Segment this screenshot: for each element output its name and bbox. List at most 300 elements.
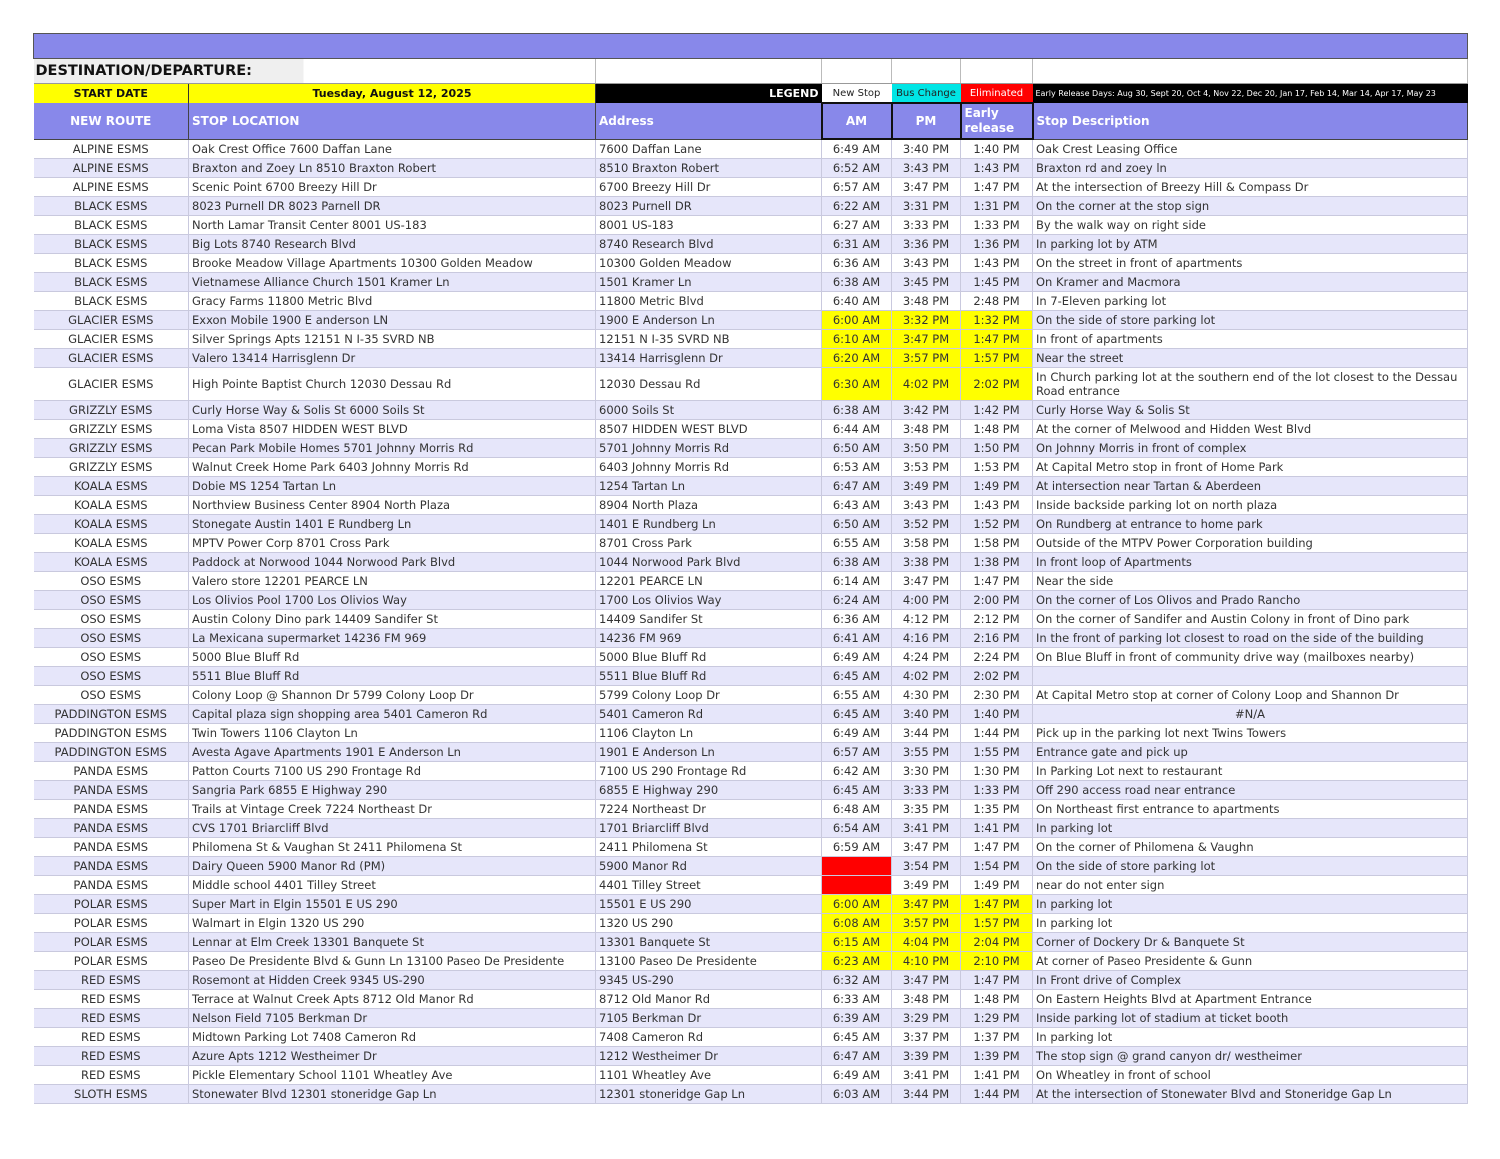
early-release-time-cell[interactable]: 1:48 PM [961,990,1033,1009]
route-cell[interactable]: BLACK ESMS [34,254,189,273]
early-release-time-cell[interactable]: 1:47 PM [961,971,1033,990]
address-cell[interactable]: 1106 Clayton Ln [596,724,822,743]
pm-time-cell[interactable]: 4:00 PM [892,591,961,610]
stop-location-cell[interactable]: Twin Towers 1106 Clayton Ln [189,724,596,743]
stop-description-cell[interactable]: Curly Horse Way & Solis St [1033,401,1468,420]
stop-location-cell[interactable]: 5511 Blue Bluff Rd [189,667,596,686]
early-release-time-cell[interactable]: 1:50 PM [961,439,1033,458]
early-release-time-cell[interactable]: 1:29 PM [961,1009,1033,1028]
stop-description-cell[interactable]: near do not enter sign [1033,876,1468,895]
route-cell[interactable]: GRIZZLY ESMS [34,458,189,477]
route-cell[interactable]: PANDA ESMS [34,762,189,781]
pm-time-cell[interactable]: 3:45 PM [892,273,961,292]
col-header-new-route[interactable]: NEW ROUTE [34,103,189,139]
stop-description-cell[interactable]: Oak Crest Leasing Office [1033,139,1468,159]
address-cell[interactable]: 2411 Philomena St [596,838,822,857]
early-release-time-cell[interactable]: 1:48 PM [961,420,1033,439]
stop-description-cell[interactable]: Pick up in the parking lot next Twins Towers [1033,724,1468,743]
am-time-cell[interactable]: 6:40 AM [822,292,892,311]
pm-time-cell[interactable]: 3:40 PM [892,139,961,159]
stop-location-cell[interactable]: Big Lots 8740 Research Blvd [189,235,596,254]
stop-description-cell[interactable]: Corner of Dockery Dr & Banquete St [1033,933,1468,952]
pm-time-cell[interactable]: 3:30 PM [892,762,961,781]
col-header-stop-description[interactable]: Stop Description [1033,103,1468,139]
stop-location-cell[interactable]: Exxon Mobile 1900 E anderson LN [189,311,596,330]
stop-location-cell[interactable]: Braxton and Zoey Ln 8510 Braxton Robert [189,159,596,178]
pm-time-cell[interactable]: 3:48 PM [892,990,961,1009]
early-release-time-cell[interactable]: 1:30 PM [961,762,1033,781]
am-time-cell[interactable]: 6:38 AM [822,401,892,420]
route-cell[interactable]: PADDINGTON ESMS [34,743,189,762]
address-cell[interactable]: 1901 E Anderson Ln [596,743,822,762]
am-time-cell[interactable]: 6:03 AM [822,1085,892,1104]
pm-time-cell[interactable]: 3:40 PM [892,705,961,724]
stop-location-cell[interactable]: Paddock at Norwood 1044 Norwood Park Blvd [189,553,596,572]
stop-location-cell[interactable]: Walmart in Elgin 1320 US 290 [189,914,596,933]
route-cell[interactable]: OSO ESMS [34,686,189,705]
address-cell[interactable]: 7224 Northeast Dr [596,800,822,819]
pm-time-cell[interactable]: 3:39 PM [892,1047,961,1066]
am-time-cell[interactable]: 6:49 AM [822,139,892,159]
route-cell[interactable]: PANDA ESMS [34,857,189,876]
route-cell[interactable]: BLACK ESMS [34,216,189,235]
am-time-cell[interactable]: 6:38 AM [822,273,892,292]
route-cell[interactable]: OSO ESMS [34,629,189,648]
am-time-cell[interactable]: 6:30 AM [822,368,892,401]
pm-time-cell[interactable]: 4:10 PM [892,952,961,971]
pm-time-cell[interactable]: 3:43 PM [892,254,961,273]
col-header-early-release[interactable]: Early release [961,103,1033,139]
stop-description-cell[interactable]: At intersection near Tartan & Aberdeen [1033,477,1468,496]
address-cell[interactable]: 1254 Tartan Ln [596,477,822,496]
col-header-am[interactable]: AM [822,103,892,139]
am-time-cell[interactable]: 6:39 AM [822,1009,892,1028]
stop-description-cell[interactable]: On Blue Bluff in front of community drive way (mailboxes nearby) [1033,648,1468,667]
pm-time-cell[interactable]: 4:30 PM [892,686,961,705]
stop-description-cell[interactable]: On the corner of Philomena & Vaughn [1033,838,1468,857]
stop-description-cell[interactable]: In parking lot by ATM [1033,235,1468,254]
address-cell[interactable]: 7105 Berkman Dr [596,1009,822,1028]
stop-location-cell[interactable]: Nelson Field 7105 Berkman Dr [189,1009,596,1028]
route-cell[interactable]: PANDA ESMS [34,800,189,819]
am-time-cell[interactable]: 6:45 AM [822,667,892,686]
stop-description-cell[interactable]: On the side of store parking lot [1033,857,1468,876]
early-release-time-cell[interactable]: 1:43 PM [961,254,1033,273]
stop-description-cell[interactable]: In front loop of Apartments [1033,553,1468,572]
early-release-time-cell[interactable]: 2:48 PM [961,292,1033,311]
address-cell[interactable]: 5000 Blue Bluff Rd [596,648,822,667]
pm-time-cell[interactable]: 4:16 PM [892,629,961,648]
early-release-time-cell[interactable]: 1:35 PM [961,800,1033,819]
early-release-time-cell[interactable]: 2:04 PM [961,933,1033,952]
early-release-time-cell[interactable]: 1:53 PM [961,458,1033,477]
stop-description-cell[interactable]: Off 290 access road near entrance [1033,781,1468,800]
pm-time-cell[interactable]: 3:33 PM [892,781,961,800]
address-cell[interactable]: 8001 US-183 [596,216,822,235]
early-release-time-cell[interactable]: 1:33 PM [961,216,1033,235]
empty-cell[interactable] [1033,59,1468,84]
stop-description-cell[interactable]: In 7-Eleven parking lot [1033,292,1468,311]
address-cell[interactable]: 12201 PEARCE LN [596,572,822,591]
pm-time-cell[interactable]: 3:43 PM [892,496,961,515]
am-time-cell[interactable]: 6:47 AM [822,477,892,496]
address-cell[interactable]: 1044 Norwood Park Blvd [596,553,822,572]
am-time-cell[interactable]: 6:31 AM [822,235,892,254]
am-time-cell[interactable]: 6:52 AM [822,159,892,178]
early-release-time-cell[interactable]: 1:45 PM [961,273,1033,292]
early-release-time-cell[interactable]: 1:37 PM [961,1028,1033,1047]
stop-location-cell[interactable]: Capital plaza sign shopping area 5401 Cameron Rd [189,705,596,724]
pm-time-cell[interactable]: 3:49 PM [892,477,961,496]
am-time-cell[interactable]: 6:36 AM [822,254,892,273]
stop-description-cell[interactable]: In Parking Lot next to restaurant [1033,762,1468,781]
route-cell[interactable]: PADDINGTON ESMS [34,705,189,724]
route-cell[interactable]: RED ESMS [34,990,189,1009]
early-release-time-cell[interactable]: 2:02 PM [961,368,1033,401]
route-cell[interactable]: GRIZZLY ESMS [34,401,189,420]
address-cell[interactable]: 1700 Los Olivios Way [596,591,822,610]
stop-description-cell[interactable]: In parking lot [1033,914,1468,933]
address-cell[interactable]: 1701 Briarcliff Blvd [596,819,822,838]
route-cell[interactable]: GLACIER ESMS [34,330,189,349]
stop-location-cell[interactable]: North Lamar Transit Center 8001 US-183 [189,216,596,235]
stop-description-cell[interactable]: At the intersection of Stonewater Blvd and Stoneridge Gap Ln [1033,1085,1468,1104]
route-cell[interactable]: GRIZZLY ESMS [34,439,189,458]
address-cell[interactable]: 1101 Wheatley Ave [596,1066,822,1085]
am-time-cell[interactable]: 6:47 AM [822,1047,892,1066]
address-cell[interactable]: 12151 N I-35 SVRD NB [596,330,822,349]
stop-location-cell[interactable]: Curly Horse Way & Solis St 6000 Soils St [189,401,596,420]
pm-time-cell[interactable]: 3:50 PM [892,439,961,458]
early-release-time-cell[interactable]: 1:47 PM [961,178,1033,197]
col-header-pm[interactable]: PM [892,103,961,139]
stop-description-cell[interactable]: In the front of parking lot closest to road on the side of the building [1033,629,1468,648]
am-time-cell[interactable]: 6:24 AM [822,591,892,610]
early-release-time-cell[interactable]: 1:52 PM [961,515,1033,534]
pm-time-cell[interactable]: 3:57 PM [892,914,961,933]
route-cell[interactable]: BLACK ESMS [34,273,189,292]
stop-description-cell[interactable]: Braxton rd and zoey ln [1033,159,1468,178]
route-cell[interactable]: GLACIER ESMS [34,349,189,368]
pm-time-cell[interactable]: 3:37 PM [892,1028,961,1047]
stop-location-cell[interactable]: 8023 Purnell DR 8023 Parnell DR [189,197,596,216]
early-release-time-cell[interactable]: 1:42 PM [961,401,1033,420]
am-time-cell[interactable]: 6:49 AM [822,1066,892,1085]
am-time-cell[interactable]: 6:14 AM [822,572,892,591]
early-release-time-cell[interactable]: 1:41 PM [961,819,1033,838]
address-cell[interactable]: 14409 Sandifer St [596,610,822,629]
stop-description-cell[interactable]: On Wheatley in front of school [1033,1066,1468,1085]
early-release-time-cell[interactable]: 1:54 PM [961,857,1033,876]
pm-time-cell[interactable]: 3:44 PM [892,1085,961,1104]
route-cell[interactable]: OSO ESMS [34,572,189,591]
address-cell[interactable]: 13301 Banquete St [596,933,822,952]
early-release-time-cell[interactable]: 1:32 PM [961,311,1033,330]
stop-description-cell[interactable]: In Front drive of Complex [1033,971,1468,990]
route-cell[interactable]: KOALA ESMS [34,515,189,534]
am-time-cell[interactable]: 6:32 AM [822,971,892,990]
address-cell[interactable]: 7600 Daffan Lane [596,139,822,159]
stop-description-cell[interactable]: Near the street [1033,349,1468,368]
address-cell[interactable]: 7408 Cameron Rd [596,1028,822,1047]
route-cell[interactable]: PANDA ESMS [34,876,189,895]
am-time-cell[interactable]: 6:59 AM [822,838,892,857]
stop-description-cell[interactable]: By the walk way on right side [1033,216,1468,235]
early-release-time-cell[interactable]: 1:40 PM [961,705,1033,724]
early-release-time-cell[interactable]: 1:57 PM [961,349,1033,368]
am-time-cell[interactable]: 6:22 AM [822,197,892,216]
address-cell[interactable]: 1212 Westheimer Dr [596,1047,822,1066]
early-release-time-cell[interactable]: 2:24 PM [961,648,1033,667]
address-cell[interactable]: 9345 US-290 [596,971,822,990]
stop-location-cell[interactable]: Valero 13414 Harrisglenn Dr [189,349,596,368]
pm-time-cell[interactable]: 3:48 PM [892,292,961,311]
stop-location-cell[interactable]: Lennar at Elm Creek 13301 Banquete St [189,933,596,952]
address-cell[interactable]: 6700 Breezy Hill Dr [596,178,822,197]
stop-location-cell[interactable]: MPTV Power Corp 8701 Cross Park [189,534,596,553]
pm-time-cell[interactable]: 3:49 PM [892,876,961,895]
pm-time-cell[interactable]: 3:41 PM [892,1066,961,1085]
stop-description-cell[interactable]: At Capital Metro stop at corner of Colony Loop and Shannon Dr [1033,686,1468,705]
address-cell[interactable]: 8712 Old Manor Rd [596,990,822,1009]
stop-description-cell[interactable]: On the side of store parking lot [1033,311,1468,330]
early-release-time-cell[interactable]: 1:47 PM [961,838,1033,857]
am-time-cell[interactable]: 6:41 AM [822,629,892,648]
pm-time-cell[interactable]: 4:04 PM [892,933,961,952]
route-cell[interactable]: ALPINE ESMS [34,159,189,178]
address-cell[interactable]: 8510 Braxton Robert [596,159,822,178]
am-time-cell[interactable]: 6:53 AM [822,458,892,477]
stop-description-cell[interactable]: At corner of Paseo Presidente & Gunn [1033,952,1468,971]
pm-time-cell[interactable]: 3:35 PM [892,800,961,819]
am-time-cell[interactable]: 6:57 AM [822,743,892,762]
route-cell[interactable]: OSO ESMS [34,610,189,629]
early-release-time-cell[interactable]: 1:41 PM [961,1066,1033,1085]
address-cell[interactable]: 6000 Soils St [596,401,822,420]
address-cell[interactable]: 12301 stoneridge Gap Ln [596,1085,822,1104]
am-time-cell[interactable]: 6:43 AM [822,496,892,515]
stop-location-cell[interactable]: Colony Loop @ Shannon Dr 5799 Colony Loop Dr [189,686,596,705]
pm-time-cell[interactable]: 3:47 PM [892,838,961,857]
address-cell[interactable]: 14236 FM 969 [596,629,822,648]
stop-description-cell[interactable] [1033,667,1468,686]
address-cell[interactable]: 8904 North Plaza [596,496,822,515]
destination-value-cell[interactable] [596,59,822,84]
early-release-time-cell[interactable]: 1:36 PM [961,235,1033,254]
pm-time-cell[interactable]: 3:57 PM [892,349,961,368]
early-release-time-cell[interactable]: 1:49 PM [961,477,1033,496]
pm-time-cell[interactable]: 3:29 PM [892,1009,961,1028]
am-time-cell[interactable]: 6:00 AM [822,311,892,330]
stop-location-cell[interactable]: Stonewater Blvd 12301 stoneridge Gap Ln [189,1085,596,1104]
address-cell[interactable]: 7100 US 290 Frontage Rd [596,762,822,781]
route-cell[interactable]: KOALA ESMS [34,553,189,572]
stop-location-cell[interactable]: 5000 Blue Bluff Rd [189,648,596,667]
stop-location-cell[interactable]: Stonegate Austin 1401 E Rundberg Ln [189,515,596,534]
address-cell[interactable]: 1501 Kramer Ln [596,273,822,292]
stop-location-cell[interactable]: CVS 1701 Briarcliff Blvd [189,819,596,838]
pm-time-cell[interactable]: 4:24 PM [892,648,961,667]
am-time-cell[interactable]: 6:27 AM [822,216,892,235]
early-release-time-cell[interactable]: 2:02 PM [961,667,1033,686]
stop-location-cell[interactable]: Avesta Agave Apartments 1901 E Anderson Ln [189,743,596,762]
early-release-time-cell[interactable]: 1:57 PM [961,914,1033,933]
address-cell[interactable]: 8507 HIDDEN WEST BLVD [596,420,822,439]
address-cell[interactable]: 4401 Tilley Street [596,876,822,895]
address-cell[interactable]: 13100 Paseo De Presidente [596,952,822,971]
stop-description-cell[interactable]: Near the side [1033,572,1468,591]
route-cell[interactable]: RED ESMS [34,971,189,990]
pm-time-cell[interactable]: 3:58 PM [892,534,961,553]
early-release-time-cell[interactable]: 1:44 PM [961,724,1033,743]
stop-location-cell[interactable]: Middle school 4401 Tilley Street [189,876,596,895]
stop-location-cell[interactable]: La Mexicana supermarket 14236 FM 969 [189,629,596,648]
address-cell[interactable]: 11800 Metric Blvd [596,292,822,311]
address-cell[interactable]: 8740 Research Blvd [596,235,822,254]
stop-description-cell[interactable]: In parking lot [1033,819,1468,838]
stop-location-cell[interactable]: Philomena St & Vaughan St 2411 Philomena St [189,838,596,857]
stop-location-cell[interactable]: Walnut Creek Home Park 6403 Johnny Morris Rd [189,458,596,477]
am-time-cell[interactable]: 6:48 AM [822,800,892,819]
am-time-cell[interactable]: 6:33 AM [822,990,892,1009]
early-release-time-cell[interactable]: 1:55 PM [961,743,1033,762]
route-cell[interactable]: RED ESMS [34,1009,189,1028]
am-time-cell[interactable]: 6:00 AM [822,895,892,914]
route-cell[interactable]: GRIZZLY ESMS [34,420,189,439]
stop-description-cell[interactable]: On Kramer and Macmora [1033,273,1468,292]
early-release-time-cell[interactable]: 1:43 PM [961,496,1033,515]
stop-description-cell[interactable]: On the street in front of apartments [1033,254,1468,273]
early-release-time-cell[interactable]: 1:47 PM [961,330,1033,349]
pm-time-cell[interactable]: 3:52 PM [892,515,961,534]
am-time-cell[interactable]: 6:55 AM [822,534,892,553]
am-time-cell[interactable]: 6:50 AM [822,515,892,534]
early-release-time-cell[interactable]: 1:44 PM [961,1085,1033,1104]
early-release-time-cell[interactable]: 1:33 PM [961,781,1033,800]
stop-location-cell[interactable]: High Pointe Baptist Church 12030 Dessau Rd [189,368,596,401]
address-cell[interactable]: 1900 E Anderson Ln [596,311,822,330]
route-cell[interactable]: RED ESMS [34,1047,189,1066]
route-cell[interactable]: KOALA ESMS [34,534,189,553]
am-time-cell[interactable]: 6:38 AM [822,553,892,572]
route-cell[interactable]: ALPINE ESMS [34,139,189,159]
route-cell[interactable]: OSO ESMS [34,648,189,667]
stop-description-cell[interactable]: On the corner at the stop sign [1033,197,1468,216]
address-cell[interactable]: 1401 E Rundberg Ln [596,515,822,534]
pm-time-cell[interactable]: 3:47 PM [892,895,961,914]
am-time-cell[interactable]: 6:36 AM [822,610,892,629]
pm-time-cell[interactable]: 3:41 PM [892,819,961,838]
col-header-stop-location[interactable]: STOP LOCATION [189,103,596,139]
stop-location-cell[interactable]: Midtown Parking Lot 7408 Cameron Rd [189,1028,596,1047]
stop-location-cell[interactable]: Dairy Queen 5900 Manor Rd (PM) [189,857,596,876]
early-release-time-cell[interactable]: 2:00 PM [961,591,1033,610]
address-cell[interactable]: 5701 Johnny Morris Rd [596,439,822,458]
am-time-cell[interactable]: 6:42 AM [822,762,892,781]
stop-location-cell[interactable]: Terrace at Walnut Creek Apts 8712 Old Manor Rd [189,990,596,1009]
stop-location-cell[interactable]: Austin Colony Dino park 14409 Sandifer St [189,610,596,629]
route-cell[interactable]: KOALA ESMS [34,496,189,515]
start-date-value[interactable]: Tuesday, August 12, 2025 [189,84,596,104]
stop-description-cell[interactable]: On Johnny Morris in front of complex [1033,439,1468,458]
am-time-cell[interactable]: 6:57 AM [822,178,892,197]
stop-location-cell[interactable]: Silver Springs Apts 12151 N I-35 SVRD NB [189,330,596,349]
stop-location-cell[interactable]: Loma Vista 8507 HIDDEN WEST BLVD [189,420,596,439]
stop-description-cell[interactable]: On Northeast first entrance to apartments [1033,800,1468,819]
route-cell[interactable]: OSO ESMS [34,591,189,610]
address-cell[interactable]: 5799 Colony Loop Dr [596,686,822,705]
am-time-cell[interactable]: 6:55 AM [822,686,892,705]
route-cell[interactable]: POLAR ESMS [34,895,189,914]
stop-description-cell[interactable]: In parking lot [1033,895,1468,914]
stop-location-cell[interactable]: Pickle Elementary School 1101 Wheatley Ave [189,1066,596,1085]
route-cell[interactable]: POLAR ESMS [34,952,189,971]
early-release-time-cell[interactable]: 1:58 PM [961,534,1033,553]
stop-location-cell[interactable]: Los Olivios Pool 1700 Los Olivios Way [189,591,596,610]
stop-location-cell[interactable]: Patton Courts 7100 US 290 Frontage Rd [189,762,596,781]
stop-location-cell[interactable]: Vietnamese Alliance Church 1501 Kramer Ln [189,273,596,292]
stop-description-cell[interactable]: Inside parking lot of stadium at ticket booth [1033,1009,1468,1028]
route-cell[interactable]: GLACIER ESMS [34,368,189,401]
early-release-time-cell[interactable]: 1:47 PM [961,895,1033,914]
address-cell[interactable]: 6403 Johnny Morris Rd [596,458,822,477]
stop-location-cell[interactable]: Super Mart in Elgin 15501 E US 290 [189,895,596,914]
stop-location-cell[interactable]: Rosemont at Hidden Creek 9345 US-290 [189,971,596,990]
early-release-time-cell[interactable]: 2:12 PM [961,610,1033,629]
pm-time-cell[interactable]: 4:02 PM [892,368,961,401]
stop-description-cell[interactable]: On the corner of Sandifer and Austin Colony in front of Dino park [1033,610,1468,629]
stop-description-cell[interactable]: The stop sign @ grand canyon dr/ westheimer [1033,1047,1468,1066]
am-time-cell[interactable]: 6:10 AM [822,330,892,349]
pm-time-cell[interactable]: 4:02 PM [892,667,961,686]
early-release-time-cell[interactable]: 1:31 PM [961,197,1033,216]
stop-location-cell[interactable]: Northview Business Center 8904 North Plaza [189,496,596,515]
early-release-time-cell[interactable]: 2:10 PM [961,952,1033,971]
address-cell[interactable]: 6855 E Highway 290 [596,781,822,800]
am-time-cell[interactable]: 6:15 AM [822,933,892,952]
stop-location-cell[interactable]: Pecan Park Mobile Homes 5701 Johnny Morris Rd [189,439,596,458]
address-cell[interactable]: 13414 Harrisglenn Dr [596,349,822,368]
route-cell[interactable]: PANDA ESMS [34,781,189,800]
pm-time-cell[interactable]: 3:47 PM [892,572,961,591]
pm-time-cell[interactable]: 3:31 PM [892,197,961,216]
route-cell[interactable]: BLACK ESMS [34,292,189,311]
address-cell[interactable]: 10300 Golden Meadow [596,254,822,273]
early-release-time-cell[interactable]: 1:49 PM [961,876,1033,895]
address-cell[interactable]: 5900 Manor Rd [596,857,822,876]
empty-cell[interactable] [892,59,961,84]
am-time-cell[interactable]: 6:50 AM [822,439,892,458]
early-release-time-cell[interactable]: 1:40 PM [961,139,1033,159]
am-time-cell[interactable] [822,876,892,895]
pm-time-cell[interactable]: 3:47 PM [892,971,961,990]
stop-location-cell[interactable]: Dobie MS 1254 Tartan Ln [189,477,596,496]
stop-location-cell[interactable]: Paseo De Presidente Blvd & Gunn Ln 13100 Paseo De Presidente [189,952,596,971]
am-time-cell[interactable]: 6:49 AM [822,648,892,667]
address-cell[interactable]: 1320 US 290 [596,914,822,933]
route-cell[interactable]: SLOTH ESMS [34,1085,189,1104]
address-cell[interactable]: 5511 Blue Bluff Rd [596,667,822,686]
route-cell[interactable]: RED ESMS [34,1066,189,1085]
pm-time-cell[interactable]: 3:42 PM [892,401,961,420]
address-cell[interactable]: 15501 E US 290 [596,895,822,914]
address-cell[interactable]: 12030 Dessau Rd [596,368,822,401]
early-release-time-cell[interactable]: 1:47 PM [961,572,1033,591]
am-time-cell[interactable]: 6:44 AM [822,420,892,439]
early-release-time-cell[interactable]: 1:39 PM [961,1047,1033,1066]
route-cell[interactable]: PANDA ESMS [34,838,189,857]
address-cell[interactable]: 5401 Cameron Rd [596,705,822,724]
